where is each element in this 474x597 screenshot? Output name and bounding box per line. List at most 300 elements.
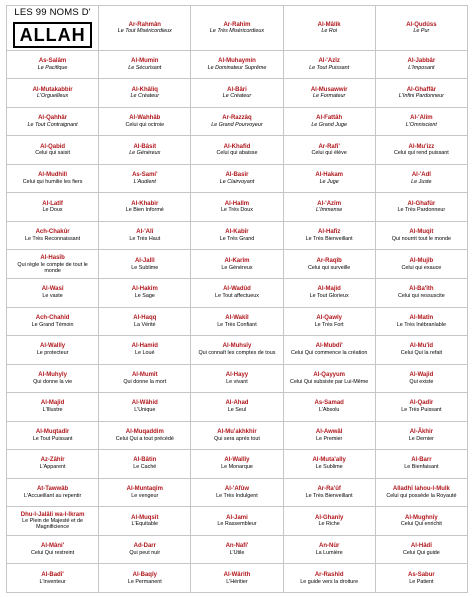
french-meaning: Qui connaît les comptes de tous [198,350,276,357]
arabic-name: Al-Muntaqîm [126,485,163,492]
arabic-name: Ar-Ra'ûf [317,485,341,492]
name-cell [99,193,191,222]
name-cell [7,279,99,308]
arabic-name: Al-Muqit [409,229,434,236]
name-cell [283,6,375,51]
name-cell [191,79,283,108]
name-cell [283,279,375,308]
name-cell [375,79,467,108]
title-cell [7,6,99,51]
name-cell [99,6,191,51]
arabic-name: Dhu-l-Jalâli wa-l-Ikram [20,511,85,518]
name-cell [7,535,99,564]
table-row [7,107,468,136]
arabic-name: Al-Wadûd [223,286,251,293]
table-row [7,507,468,536]
french-meaning: Le Généreux [221,264,253,271]
french-meaning: Le Tout Puissant [32,435,73,442]
french-meaning: Le Rassembleur [217,521,257,528]
arabic-name: Al-Qahhâr [38,115,68,122]
arabic-name: Ar-Rafi' [318,143,340,150]
french-meaning: Celui qui rend puissant [393,150,449,157]
name-cell [7,507,99,536]
arabic-name: Al-Qayyum [313,371,345,378]
french-meaning: Le Sécurisant [128,64,162,71]
arabic-name: Al-Wallîy [40,343,66,350]
arabic-name: Al-Mâlik [317,21,341,28]
french-meaning: Le Sage [134,293,155,300]
french-meaning: Le Très Fort [314,321,344,328]
name-cell [7,393,99,422]
french-meaning: Le Très Miséricordieux [209,28,265,35]
name-cell [99,307,191,336]
name-cell [191,279,283,308]
arabic-name: Al-Ghanîy [314,514,344,521]
french-meaning: Celui qui octroie [125,121,165,128]
name-cell [375,136,467,165]
french-meaning: Celui Qui guide [402,550,440,557]
name-cell [283,50,375,79]
arabic-name: Al-Qadîr [409,400,434,407]
arabic-name: Al-Muqtadîr [35,428,70,435]
arabic-name: Al-Bâsit [133,143,157,150]
french-meaning: Celui qui abaisse [216,150,258,157]
arabic-name: Al-Mumin [131,58,159,65]
arabic-name: Al-Wajîd [409,371,434,378]
name-cell [191,450,283,479]
name-cell [7,307,99,336]
french-meaning: Le Tout Contraignant [27,121,78,128]
french-meaning: Celui Qui subsiste par Lui-Même [290,378,369,385]
arabic-name: An-Nûr [318,543,340,550]
arabic-name: An-Nafi' [225,543,249,550]
arabic-name: Al-Awwâl [315,428,343,435]
french-meaning: L'Equitable [131,521,159,528]
french-meaning: La Vérité [133,321,156,328]
table-row [7,50,468,79]
name-cell [99,107,191,136]
arabic-name: Al-Musawwir [310,86,348,93]
french-meaning: Le Très Haut [129,235,161,242]
arabic-name: Al-Badî' [41,571,64,578]
name-cell [283,164,375,193]
french-meaning: Le Pacifique [37,64,68,71]
arabic-name: Al-Muqsît [131,514,159,521]
arabic-name: Al-Muhsîy [222,343,252,350]
arabic-name: Al-Hayy [225,371,249,378]
name-cell [99,136,191,165]
arabic-name: Ar-Rahmân [128,21,161,28]
arabic-name: Al-Khafid [223,143,251,150]
arabic-name: Al-Majîd [317,286,341,293]
french-meaning: Le Caché [133,464,157,471]
name-cell [191,250,283,279]
name-cell [191,193,283,222]
table-row [7,136,468,165]
arabic-name: Al-Basîr [225,172,249,179]
name-cell [375,221,467,250]
french-meaning: Celui Qui commence la création [290,350,368,357]
table-row [7,307,468,336]
arabic-name: Al-Haqq [133,314,157,321]
arabic-name: Al-Barr [411,457,432,464]
table-row [7,79,468,108]
french-meaning: Qui peut nuir [129,550,161,557]
arabic-name: Al-Muhyîy [38,371,67,378]
name-cell [7,221,99,250]
arabic-name: Al-Ghafûr [407,200,436,207]
name-cell [191,507,283,536]
french-meaning: Le Très Reconnaissant [25,235,81,242]
name-cell [7,564,99,593]
french-meaning: Celui qui élève [311,150,347,157]
french-meaning: Celui qui possède la Royauté [386,492,457,499]
arabic-name: Al-Ahad [225,400,249,407]
name-cell [191,136,283,165]
french-meaning: Le Tout affectueux [215,293,259,300]
name-cell [191,336,283,365]
arabic-name: Az-Zâhîr [40,457,65,464]
arabic-name: Al-Mudhill [38,172,68,179]
french-meaning: Le vengeur [131,492,159,499]
french-meaning: Celui qui ressuscite [398,293,445,300]
arabic-name: Al-Muta'ally [312,457,346,464]
arabic-name: Al-Muhaymin [218,58,256,65]
table-row [7,421,468,450]
title-line-1: LES 99 NOMS D' [14,7,91,18]
arabic-name: Al-Ba'îth [409,286,434,293]
name-cell [99,450,191,479]
name-cell [99,421,191,450]
arabic-name: Al-'Afûw [224,485,250,492]
arabic-name: Al-'Azîz [318,58,340,65]
name-cell [99,50,191,79]
title-line-2: ALLAH [13,22,92,48]
arabic-name: At-Tawwâb [36,485,69,492]
names-table [6,5,468,593]
french-meaning: Celui Qui enrichit [400,521,442,528]
name-cell [375,450,467,479]
table-row [7,450,468,479]
french-meaning: Le Sublime [315,464,343,471]
name-cell [7,478,99,507]
name-cell [99,279,191,308]
french-meaning: Le Bien Informé [125,207,164,214]
french-meaning: L'Unique [134,407,156,414]
french-meaning: Celui qui saisit [35,150,70,157]
name-cell [7,450,99,479]
french-meaning: L'Infini Pardonneur [398,93,444,100]
name-cell [283,535,375,564]
arabic-name: Al-Mujîb [409,257,434,264]
name-cell [375,364,467,393]
french-meaning: Qui existe [409,378,434,385]
name-cell [283,564,375,593]
name-cell [99,250,191,279]
french-meaning: Le Roi [321,28,337,35]
french-meaning: Qui règle le compte de tout le monde [17,261,88,274]
arabic-name: Al-Mu'izz [408,143,435,150]
arabic-name: Al-Khâliq [131,86,158,93]
name-cell [375,336,467,365]
french-meaning: Le Dominateur Suprême [207,64,267,71]
french-meaning: Le Juge [319,178,339,185]
french-meaning: Celui qui surveille [308,264,351,271]
french-meaning: Le Patient [409,578,434,585]
table-row [7,393,468,422]
arabic-name: Al-Hakam [315,172,343,179]
arabic-name: Ar-Rahîm [223,21,251,28]
french-meaning: L'Apparent [39,464,66,471]
french-meaning: Le Sublime [131,264,159,271]
arabic-name: Al-Qawîy [316,314,342,321]
arabic-name: Al-Mâni' [41,543,65,550]
name-cell [283,79,375,108]
name-cell [375,107,467,136]
french-meaning: Celui qui humilie les fiers [22,178,83,185]
french-meaning: Le Très Puissant [401,407,442,414]
arabic-name: Al-Ghaffâr [406,86,437,93]
arabic-name: Alladhî lahou-l-Mulk [392,485,450,492]
french-meaning: Le vivant [226,378,248,385]
arabic-name: Al-Bâri [227,86,247,93]
french-meaning: Qui sera après tout [214,435,260,442]
arabic-name: Al-Kabîr [225,229,249,236]
french-meaning: Le Très Inébranlable [396,321,446,328]
french-meaning: Le Très Grand [219,235,255,242]
french-meaning: Le guide vers la droiture [300,578,359,585]
french-meaning: Le Juste [411,178,432,185]
arabic-name: Ad-Darr [133,543,156,550]
table-row [7,6,468,51]
name-cell [7,336,99,365]
arabic-name: Al-'Adl [411,172,431,179]
french-meaning: Le Clairvoyant [219,178,255,185]
name-cell [375,307,467,336]
name-cell [283,364,375,393]
french-meaning: L'Illustre [42,407,63,414]
french-meaning: Le Très Confiant [217,321,257,328]
french-meaning: L'Orgueilleux [36,93,69,100]
arabic-name: Al-Khabir [131,200,159,207]
arabic-name: Al-Qabid [40,143,66,150]
french-meaning: Le Généreux [129,150,161,157]
french-meaning: L'Omniscient [405,121,437,128]
french-meaning: Le Très Pardonneur [397,207,446,214]
french-meaning: Qui nourrit tout le monde [391,235,452,242]
name-cell [99,221,191,250]
french-meaning: Le Très Indulgent [216,492,258,499]
arabic-name: Al-Majîd [40,400,65,407]
name-cell [375,279,467,308]
french-meaning: L'Absolu [318,407,340,414]
french-meaning: Le Riche [318,521,340,528]
arabic-name: Ach-Chahîd [35,314,70,321]
arabic-name: Al-Jalîl [134,257,155,264]
arabic-name: As-Sami' [132,172,158,179]
arabic-name: Ar-Razzâq [222,115,252,122]
name-cell [283,250,375,279]
name-cell [191,421,283,450]
name-cell [375,164,467,193]
french-meaning: Le Monarque [221,464,253,471]
french-meaning: Le Plein de Majesté et de Magnificience [22,518,84,531]
arabic-name: Al-Mutakabbir [32,86,73,93]
table-row [7,336,468,365]
name-cell [99,564,191,593]
french-meaning: Le Très Bienveillant [305,235,353,242]
name-cell [283,450,375,479]
table-row [7,279,468,308]
arabic-name: As-Sabur [408,571,435,578]
name-cell [7,421,99,450]
name-cell [7,79,99,108]
french-meaning: Le Tout Miséricordieux [117,28,172,35]
arabic-name: Al-Karîm [224,257,250,264]
name-cell [99,393,191,422]
french-meaning: Le Créateur [222,93,252,100]
french-meaning: Le Loué [135,350,155,357]
arabic-name: Al-Wallîy [224,457,250,464]
french-meaning: Le Grand Pourvoyeur [211,121,263,128]
name-cell [191,307,283,336]
french-meaning: Le Formateur [312,93,346,100]
arabic-name: Ach-Chakûr [35,229,70,236]
french-meaning: Le protecteur [36,350,69,357]
name-cell [283,393,375,422]
french-meaning: Le Dernier [408,435,434,442]
name-cell [7,250,99,279]
french-meaning: Le Tout Glorieux [309,293,349,300]
name-cell [191,364,283,393]
name-cell [191,535,283,564]
name-cell [99,79,191,108]
arabic-name: Al-Mu'akhkhir [217,428,257,435]
name-cell [191,221,283,250]
french-meaning: Le Premier [315,435,343,442]
name-cell [7,107,99,136]
name-cell [191,50,283,79]
name-cell [7,193,99,222]
name-cell [283,136,375,165]
french-meaning: Le Grand Témoin [31,321,74,328]
french-meaning: Celui Qui restreint [31,550,75,557]
name-cell [283,336,375,365]
arabic-name: Al-Baqîy [132,571,157,578]
name-cell [283,221,375,250]
table-row [7,478,468,507]
arabic-name: Al-Wasî [41,286,64,293]
name-cell [7,136,99,165]
french-meaning: Le Doux [42,207,63,214]
french-meaning: Le Bienfaisant [404,464,439,471]
name-cell [191,164,283,193]
french-meaning: Le Très Bienveillant [305,492,353,499]
name-cell [99,336,191,365]
arabic-name: Al-Matîn [409,314,434,321]
name-cell [375,250,467,279]
name-cell [375,393,467,422]
french-meaning: L'Accueillant au repentir [23,492,82,499]
arabic-name: Al-Hamîd [131,343,158,350]
name-cell [191,478,283,507]
arabic-name: Al-'Alîm [410,115,433,122]
arabic-name: Al-Muqaddim [125,428,164,435]
french-meaning: Celui Qui la refait [400,350,443,357]
french-meaning: L'Imposant [408,64,435,71]
name-cell [99,535,191,564]
french-meaning: Le Permanent [127,578,162,585]
table-row [7,250,468,279]
arabic-name: Al-Wâhid [131,400,158,407]
french-meaning: Le vaste [42,293,63,300]
arabic-name: Al-Latîf [42,200,63,207]
arabic-name: Al-Mu'îd [409,343,434,350]
name-cell [375,564,467,593]
name-cell [99,478,191,507]
french-meaning: La Lumière [315,550,343,557]
name-cell [99,507,191,536]
table-row [7,164,468,193]
name-cell [375,193,467,222]
french-meaning: L'Héritier [226,578,248,585]
name-cell [283,107,375,136]
french-meaning: Qui donne la vie [33,378,73,385]
arabic-name: Al-Wahhâb [129,115,161,122]
name-cell [7,50,99,79]
arabic-name: Al-Wârith [223,571,251,578]
name-cell [375,507,467,536]
name-cell [283,307,375,336]
name-cell [283,421,375,450]
table-row [7,193,468,222]
french-meaning: Le Très Doux [220,207,253,214]
arabic-name: As-Salâm [38,58,67,65]
arabic-name: Al-Halîm [224,200,250,207]
name-cell [99,164,191,193]
name-cell [7,164,99,193]
arabic-name: Al-Bâtin [133,457,157,464]
arabic-name: Al-Hakîm [131,286,158,293]
arabic-name: Al-'Alî [136,229,154,236]
name-cell [283,193,375,222]
arabic-name: Ar-Rashîd [314,571,344,578]
name-cell [191,393,283,422]
name-cell [375,478,467,507]
arabic-name: Al-Fattâh [316,115,343,122]
name-cell [191,107,283,136]
arabic-name: Al-Mubdî' [315,343,343,350]
name-cell [99,364,191,393]
french-meaning: Le Grand Juge [311,121,347,128]
arabic-name: As-Samad [314,400,344,407]
table-row [7,564,468,593]
french-meaning: Le Pur [413,28,430,35]
french-meaning: L'Audient [133,178,156,185]
french-meaning: L'Immense [316,207,343,214]
french-meaning: Le Seul [227,407,247,414]
arabic-name: Al-Hafîz [317,229,341,236]
arabic-name: Al-Wakîl [225,314,249,321]
arabic-name: Ar-Raqîb [316,257,342,264]
name-cell [375,535,467,564]
arabic-name: Al-Jami [226,514,248,521]
arabic-name: Al-Qudûss [406,21,437,28]
french-meaning: Qui donne la mort [123,378,167,385]
arabic-name: Al-Âkhir [409,428,434,435]
arabic-name: Al-Jabbâr [407,58,436,65]
name-cell [7,364,99,393]
